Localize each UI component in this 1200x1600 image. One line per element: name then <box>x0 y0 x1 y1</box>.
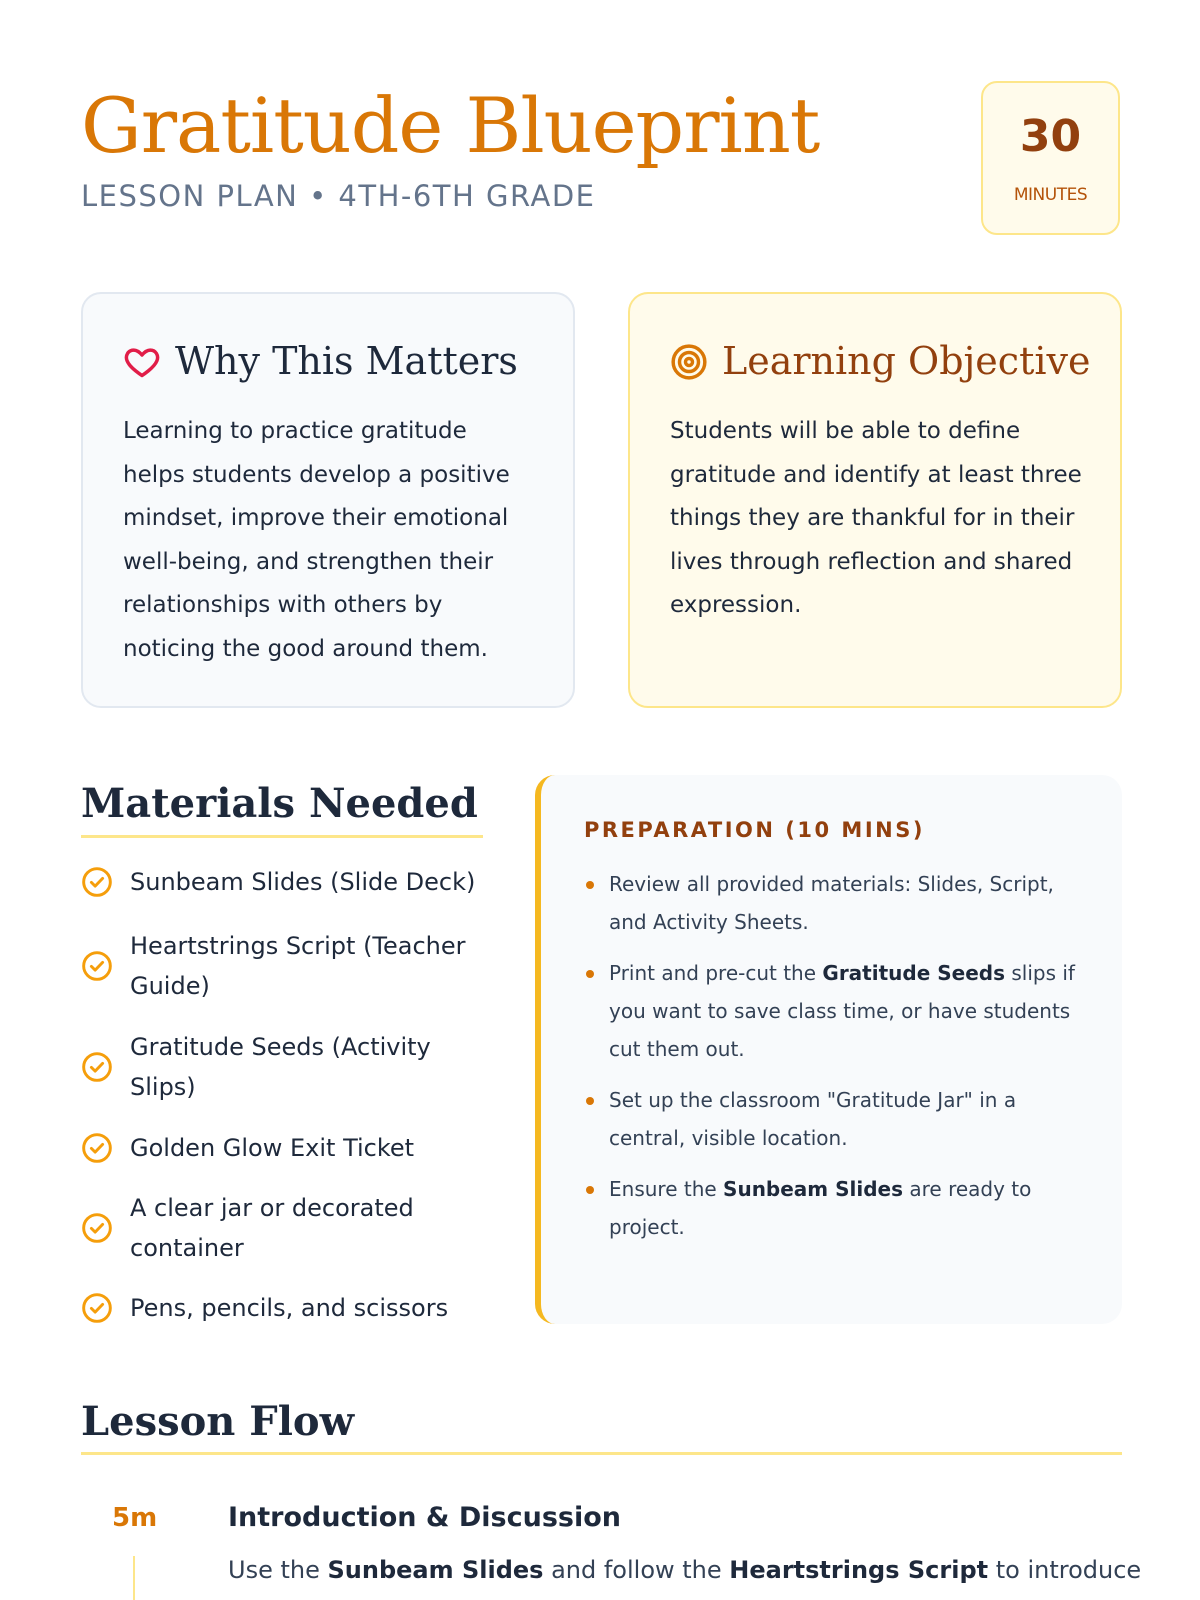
prep-text-bold: Sunbeam Slides <box>723 1177 904 1201</box>
flow-desc-bold: Heartstrings Script <box>729 1556 989 1584</box>
why-card-body: Learning to practice gratitude helps students develop a positive mindset, improve their emotional well-being, and strengthen their relationships with others by noticing the good around them. <box>123 418 510 662</box>
preparation-item <box>584 1170 1084 1246</box>
preparation-list <box>584 865 1084 1259</box>
prep-text: Print and pre-cut the <box>609 961 823 985</box>
flow-step-title: Introduction & Discussion <box>228 1502 622 1533</box>
heart-icon <box>123 343 161 381</box>
material-label: Gratitude Seeds (Activity Slips) <box>130 1033 431 1101</box>
check-circle-icon <box>81 950 113 982</box>
material-label: Sunbeam Slides (Slide Deck) <box>130 868 476 896</box>
materials-heading: Materials Needed <box>81 780 478 827</box>
duration-badge <box>981 81 1120 235</box>
lesson-flow-divider <box>81 1452 1122 1455</box>
prep-text: slips if you want to save class time, or have students cut them out. <box>609 961 1075 1061</box>
flow-step-description <box>228 1550 1142 1590</box>
preparation-item <box>584 954 1084 1068</box>
learning-objective-card <box>628 292 1122 708</box>
preparation-panel <box>535 775 1122 1324</box>
bullet-dot <box>586 1097 594 1105</box>
lesson-flow-heading: Lesson Flow <box>81 1398 355 1445</box>
bullet-dot <box>586 970 594 978</box>
bullet-dot <box>586 881 594 889</box>
prep-text-bold: Gratitude Seeds <box>822 961 1005 985</box>
preparation-heading: PREPARATION (10 MINS) <box>584 818 925 842</box>
why-card-heading: Why This Matters <box>175 339 518 383</box>
flow-desc-text: to introduce <box>988 1556 1142 1584</box>
preparation-item <box>584 1081 1084 1157</box>
page-subtitle: LESSON PLAN • 4TH-6TH GRADE <box>81 179 596 213</box>
material-label: A clear jar or decorated container <box>130 1194 414 1262</box>
bullet-dot <box>586 1186 594 1194</box>
flow-desc-text: and follow the <box>543 1556 730 1584</box>
duration-value: 30 <box>1019 111 1082 162</box>
why-this-matters-card <box>81 292 575 708</box>
prep-text: are ready to project. <box>609 1177 1032 1239</box>
flow-step-time: 5m <box>112 1503 158 1533</box>
material-label: Golden Glow Exit Ticket <box>130 1134 415 1162</box>
target-icon <box>670 343 708 381</box>
prep-text: Ensure the <box>609 1177 724 1201</box>
flow-desc-bold: Sunbeam Slides <box>327 1556 544 1584</box>
material-label: Pens, pencils, and scissors <box>130 1294 449 1322</box>
check-circle-icon <box>81 1051 113 1083</box>
check-circle-icon <box>81 866 113 898</box>
check-circle-icon <box>81 1292 113 1324</box>
preparation-item <box>584 865 1084 941</box>
timeline-connector <box>133 1556 135 1600</box>
objective-card-heading: Learning Objective <box>722 339 1091 383</box>
check-circle-icon <box>81 1212 113 1244</box>
prep-text: Set up the classroom "Gratitude Jar" in a central, visible location. <box>609 1088 1017 1150</box>
flow-desc-text: Use the <box>228 1556 328 1584</box>
check-circle-icon <box>81 1132 113 1164</box>
page-title: Gratitude Blueprint <box>81 81 820 170</box>
material-label: Heartstrings Script (Teacher Guide) <box>130 932 466 1000</box>
objective-card-body: Students will be able to define gratitude and identify at least three things they are thankful for in their lives through reflection and shared expression. <box>670 418 1082 618</box>
duration-unit: MINUTES <box>1013 185 1088 205</box>
prep-text: Review all provided materials: Slides, Script, and Activity Sheets. <box>609 872 1054 934</box>
materials-divider <box>81 835 483 838</box>
